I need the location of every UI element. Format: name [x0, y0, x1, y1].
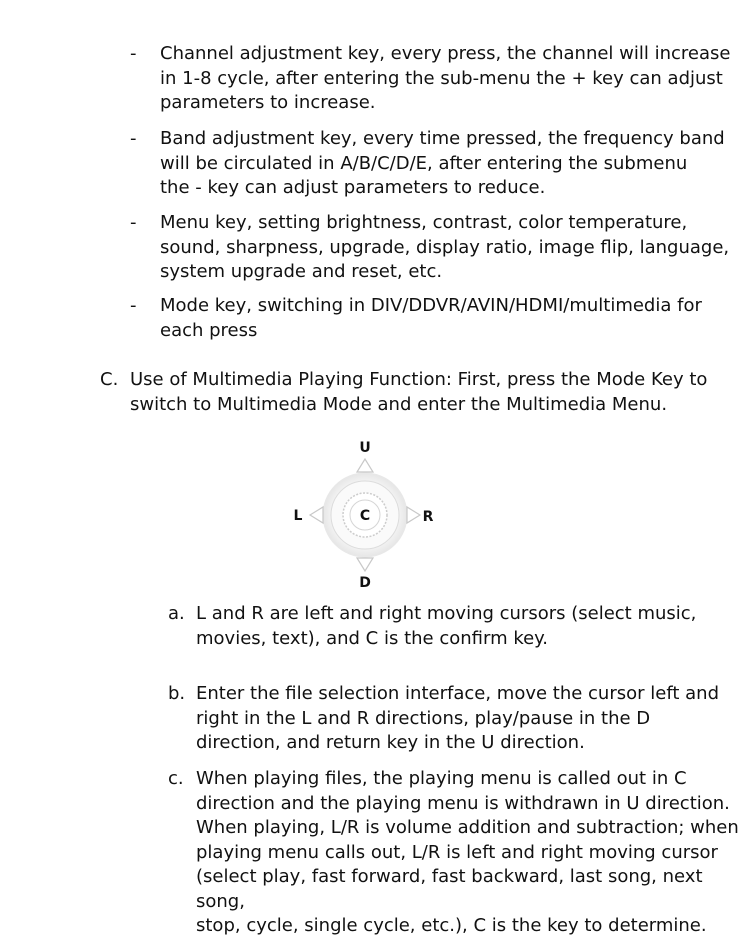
- section-text: Use of Multimedia Playing Function: First, press the Mode Key to switch to Multimedia Mode and enter the Multimedia Menu.: [130, 369, 708, 415]
- dpad-diagram: [285, 435, 445, 595]
- list-item-text: Channel adjustment key, every press, the channel will increase in 1-8 cycle, after entering the sub-menu the + key can adjust parameters to increase.: [160, 43, 731, 113]
- bullet-dash: -: [130, 212, 137, 233]
- dpad-label-up: U: [359, 440, 371, 456]
- dpad-label-left: L: [293, 508, 303, 524]
- bullet-dash: -: [130, 295, 137, 316]
- bullet-dash: -: [130, 43, 137, 64]
- list-item-text: Band adjustment key, every time pressed, the frequency band will be circulated in A/B/C/D/E, after entering the submenu the - key can adjust parameters to reduce.: [160, 128, 725, 198]
- bullet-dash: -: [130, 128, 137, 149]
- list-item-text: Menu key, setting brightness, contrast, color temperature, sound, sharpness, upgrade, display ratio, image flip, language, system upgrade and reset, etc.: [160, 212, 730, 282]
- sub-item-letter: b.: [168, 683, 186, 704]
- dpad-label-right: R: [422, 509, 434, 525]
- dpad-label-center: C: [359, 508, 371, 524]
- up-arrow-icon: [357, 459, 373, 472]
- dpad-label-down: D: [359, 575, 371, 591]
- sub-item-text: L and R are left and right moving cursors (select music, movies, text), and C is the confirm key.: [196, 603, 697, 649]
- sub-item-text: When playing files, the playing menu is called out in C direction and the playing menu is withdrawn in U direction. When playing, L/R is volume addition and subtraction; when playing menu calls out, L/R is left and right moving cursor (select play, fast forward, fast backward, last song, next song, stop, cycle, single cycle, etc.), C is the key to determine.: [196, 768, 739, 936]
- right-arrow-icon: [407, 507, 420, 523]
- sub-item-letter: a.: [168, 603, 185, 624]
- down-arrow-icon: [357, 558, 373, 571]
- list-item-text: Mode key, switching in DIV/DDVR/AVIN/HDMI/multimedia for each press: [160, 295, 702, 341]
- sub-item-letter: c.: [168, 768, 184, 789]
- left-arrow-icon: [310, 507, 323, 523]
- section-letter: C.: [100, 369, 119, 390]
- sub-item-text: Enter the file selection interface, move the cursor left and right in the L and R directions, play/pause in the D direction, and return key in the U direction.: [196, 683, 719, 753]
